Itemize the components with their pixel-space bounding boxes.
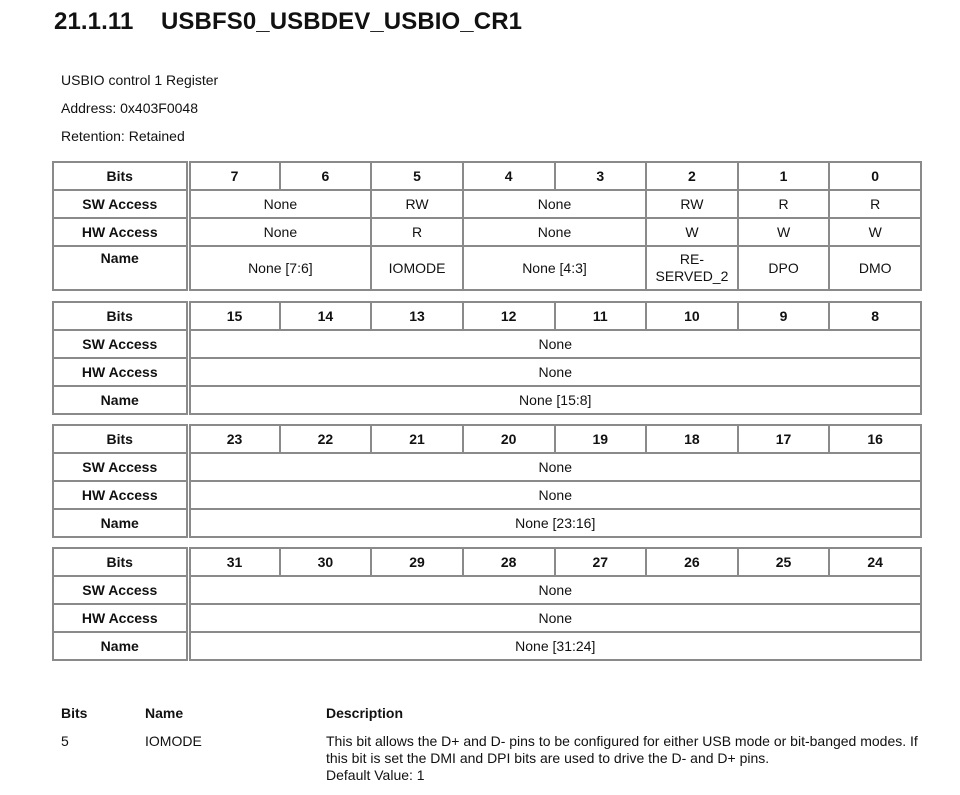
hw-access-row <box>53 481 921 509</box>
register-name: USBFS0_USBDEV_USBIO_CR1 <box>161 8 523 35</box>
bit-number: 16 <box>829 425 921 453</box>
bit-number: 22 <box>280 425 372 453</box>
field-name: IOMODE <box>145 733 202 749</box>
name-label: Name <box>53 386 188 414</box>
field-description <box>326 733 926 784</box>
sw-access-row <box>53 190 921 218</box>
sw-access-value: None <box>188 576 921 604</box>
bit-number: 1 <box>738 162 830 190</box>
sw-access-value: None <box>188 453 921 481</box>
bit-number: 25 <box>738 548 830 576</box>
hw-access-label: HW Access <box>53 358 188 386</box>
bit-number: 29 <box>371 548 463 576</box>
bit-number: 28 <box>463 548 555 576</box>
bit-number: 7 <box>188 162 280 190</box>
bit-number: 24 <box>829 548 921 576</box>
bit-number: 10 <box>646 302 738 330</box>
bit-number: 12 <box>463 302 555 330</box>
register-table-bits-23-16 <box>52 424 922 538</box>
bits-column-header: Bits <box>61 705 88 721</box>
bit-number: 3 <box>555 162 647 190</box>
hw-access-value: W <box>646 218 738 246</box>
bit-number: 6 <box>280 162 372 190</box>
bit-number: 17 <box>738 425 830 453</box>
description-column-header: Description <box>326 705 404 721</box>
section-heading <box>54 8 522 36</box>
register-address: Address: 0x403F0048 <box>61 100 198 116</box>
field-name: None [23:16] <box>188 509 921 537</box>
bit-number: 5 <box>371 162 463 190</box>
bit-number: 14 <box>280 302 372 330</box>
field-name: RE- SERVED_2 <box>646 246 738 290</box>
bit-number: 4 <box>463 162 555 190</box>
hw-access-label: HW Access <box>53 218 188 246</box>
name-label: Name <box>53 246 188 290</box>
bit-number: 11 <box>555 302 647 330</box>
field-name: IOMODE <box>371 246 463 290</box>
hw-access-row <box>53 218 921 246</box>
register-table-bits-7-0 <box>52 161 922 291</box>
field-description-header <box>61 705 931 733</box>
field-description-text: This bit allows the D+ and D- pins to be configured for either USB mode or bit-banged modes. If this bit is set the DMI and DPI bits are used to drive the D- and D+ pins. <box>326 733 918 766</box>
hw-access-value: W <box>738 218 830 246</box>
sw-access-row <box>53 330 921 358</box>
bits-label: Bits <box>53 302 188 330</box>
bit-number: 31 <box>188 548 280 576</box>
bits-label: Bits <box>53 548 188 576</box>
sw-access-label: SW Access <box>53 190 188 218</box>
sw-access-row <box>53 453 921 481</box>
hw-access-row <box>53 358 921 386</box>
name-column-header: Name <box>145 705 184 721</box>
register-table-bits-31-24 <box>52 547 922 661</box>
field-default-value: Default Value: 1 <box>326 767 425 783</box>
sw-access-value: RW <box>371 190 463 218</box>
name-row <box>53 632 921 660</box>
bits-row <box>53 302 921 330</box>
field-description-row <box>61 733 931 783</box>
hw-access-value: None <box>188 358 921 386</box>
bit-number: 15 <box>188 302 280 330</box>
hw-access-value: R <box>371 218 463 246</box>
hw-access-value: None <box>188 218 371 246</box>
hw-access-value: None <box>463 218 646 246</box>
name-row <box>53 509 921 537</box>
field-name: None [15:8] <box>188 386 921 414</box>
bit-number: 23 <box>188 425 280 453</box>
hw-access-label: HW Access <box>53 481 188 509</box>
field-name: None [31:24] <box>188 632 921 660</box>
register-table-bits-15-8 <box>52 301 922 415</box>
hw-access-value: W <box>829 218 921 246</box>
bits-row <box>53 548 921 576</box>
field-description-table <box>61 705 931 783</box>
bit-number: 0 <box>829 162 921 190</box>
name-row <box>53 246 921 290</box>
bits-label: Bits <box>53 425 188 453</box>
bit-number: 30 <box>280 548 372 576</box>
register-description: USBIO control 1 Register <box>61 72 219 88</box>
name-row <box>53 386 921 414</box>
hw-access-value: None <box>188 481 921 509</box>
bit-number: 27 <box>555 548 647 576</box>
bit-number: 20 <box>463 425 555 453</box>
sw-access-value: RW <box>646 190 738 218</box>
bit-number: 21 <box>371 425 463 453</box>
name-label: Name <box>53 632 188 660</box>
register-retention: Retention: Retained <box>61 128 185 144</box>
section-number: 21.1.11 <box>54 8 134 35</box>
hw-access-value: None <box>188 604 921 632</box>
sw-access-value: None <box>188 190 371 218</box>
field-name: None [4:3] <box>463 246 646 290</box>
bit-number: 19 <box>555 425 647 453</box>
sw-access-label: SW Access <box>53 453 188 481</box>
bit-number: 18 <box>646 425 738 453</box>
sw-access-row <box>53 576 921 604</box>
sw-access-value: None <box>463 190 646 218</box>
bit-number: 8 <box>829 302 921 330</box>
bit-number: 2 <box>646 162 738 190</box>
bit-number: 13 <box>371 302 463 330</box>
sw-access-value: R <box>738 190 830 218</box>
field-name: DMO <box>829 246 921 290</box>
bits-row <box>53 162 921 190</box>
sw-access-label: SW Access <box>53 576 188 604</box>
sw-access-label: SW Access <box>53 330 188 358</box>
field-bits: 5 <box>61 733 69 749</box>
field-name: DPO <box>738 246 830 290</box>
hw-access-row <box>53 604 921 632</box>
name-label: Name <box>53 509 188 537</box>
sw-access-value: None <box>188 330 921 358</box>
field-name: None [7:6] <box>188 246 371 290</box>
bits-label: Bits <box>53 162 188 190</box>
hw-access-label: HW Access <box>53 604 188 632</box>
bit-number: 26 <box>646 548 738 576</box>
bits-row <box>53 425 921 453</box>
sw-access-value: R <box>829 190 921 218</box>
bit-number: 9 <box>738 302 830 330</box>
